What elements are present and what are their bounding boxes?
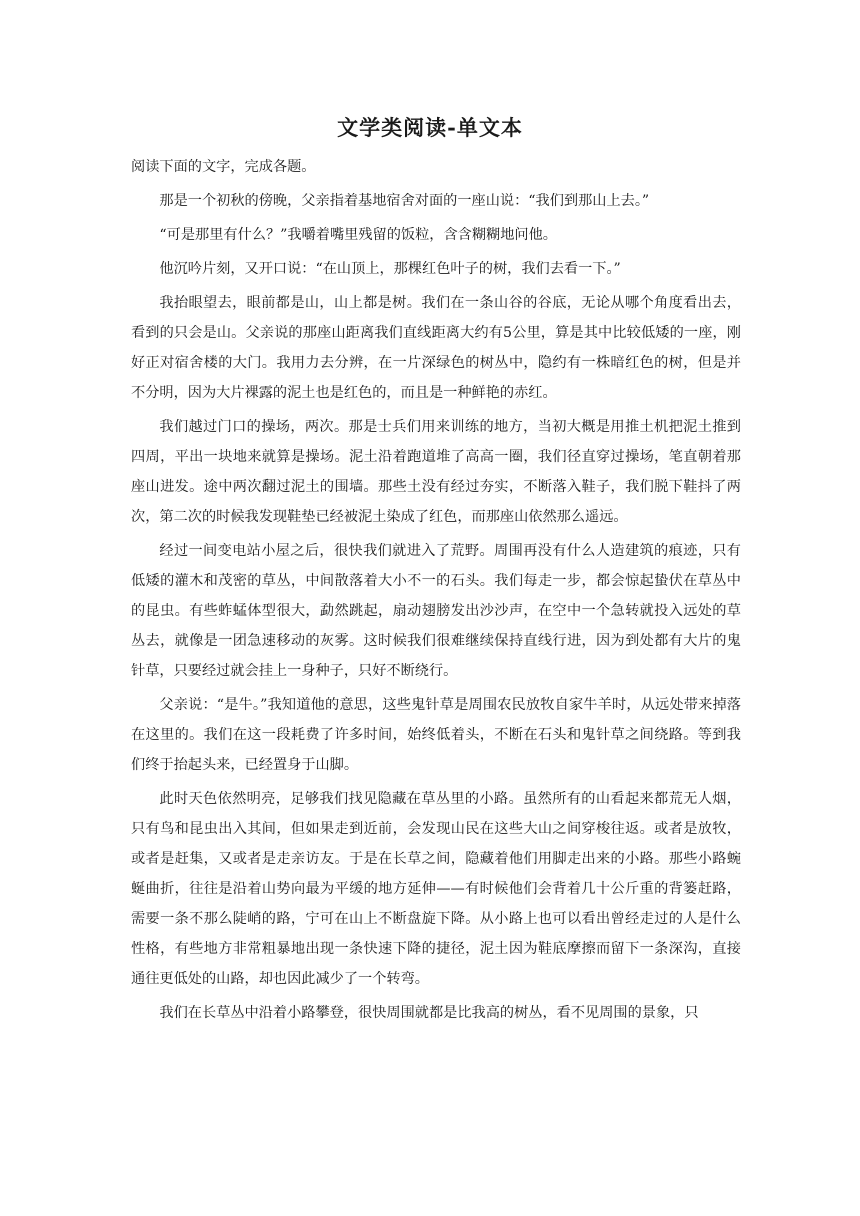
paragraph: 他沉吟片刻，又开口说：“在山顶上，那棵红色叶子的树，我们去看一下。”: [159, 261, 621, 277]
instruction-text: 阅读下面的文字，完成各题。: [131, 159, 316, 175]
paragraph: 此时天色依然明亮，足够我们找见隐藏在草丛里的小路。虽然所有的山看起来都荒无人烟，只有鸟和昆虫出入其间，但如果走到近前，会发现山民在这些大山之间穿梭往返。或者是放牧，或者是赶集，又或者是走亲访友。于是在长草之间，隐藏着他们用脚走出来的小路。那些小路蜿蜒曲折，往往是沿着山势向最为平缓的地方延伸——有时候他们会背着几十公斤重的背篓赶路，需要一条不那么陡峭的路，宁可在山上不断盘旋下降。从小路上也可以看出曾经走过的人是什么性格，有些地方非常粗暴地出现一条快速下降的捷径，泥土因为鞋底摩擦而留下一条深沟，直接通往更低处的山路，却也因此减少了一个转弯。: [131, 791, 741, 987]
paragraph: “可是那里有什么？”我嚼着嘴里残留的饭粒，含含糊糊地问他。: [159, 227, 557, 243]
paragraph: 经过一间变电站小屋之后，很快我们就进入了荒野。周围再没有什么人造建筑的痕迹，只有低矮的灌木和茂密的草丛，中间散落着大小不一的石头。我们每走一步，都会惊起蛰伏在草丛中的昆虫。有些蚱蜢体型很大，勐然跳起，扇动翅膀发出沙沙声，在空中一个急转就投入远处的草丛去，就像是一团急速移动的灰雾。这时候我们很难继续保持直线行进，因为到处都有大片的鬼针草，只要经过就会挂上一身种子，只好不断绕行。: [131, 543, 741, 679]
paragraph: 我抬眼望去，眼前都是山，山上都是树。我们在一条山谷的谷底，无论从哪个角度看出去，看到的只会是山。父亲说的那座山距离我们直线距离大约有5公里，算是其中比较低矮的一座，刚好正对宿舍楼的大门。我用力去分辨，在一片深绿色的树丛中，隐约有一株暗红色的树，但是并不分明，因为大片裸露的泥土也是红色的，而且是一种鲜艳的赤红。: [131, 295, 741, 401]
paragraph: 那是一个初秋的傍晚，父亲指着基地宿舍对面的一座山说：“我们到那山上去。”: [159, 193, 650, 209]
document-title: 文学类阅读-单文本: [337, 115, 523, 140]
paragraph: 我们越过门口的操场，两次。那是士兵们用来训练的地方，当初大概是用推土机把泥土推到四周，平出一块地来就算是操场。泥土沿着跑道堆了高高一圈，我们径直穿过操场，笔直朝着那座山进发。途中两次翻过泥土的围墙。那些土没有经过夯实，不断落入鞋子，我们脱下鞋抖了两次，第二次的时候我发现鞋垫已经被泥土染成了红色，而那座山依然那么遥远。: [131, 419, 741, 525]
paragraph: 父亲说：“是牛。”我知道他的意思，这些鬼针草是周围农民放牧自家牛羊时，从远处带来掉落在这里的。我们在这一段耗费了许多时间，始终低着头，不断在石头和鬼针草之间绕路。等到我们终于抬起头来，已经置身于山脚。: [131, 697, 741, 773]
paragraph: 我们在长草丛中沿着小路攀登，很快周围就都是比我高的树丛，看不见周围的景象，只: [159, 1005, 699, 1021]
document-body: [131, 152, 741, 1032]
